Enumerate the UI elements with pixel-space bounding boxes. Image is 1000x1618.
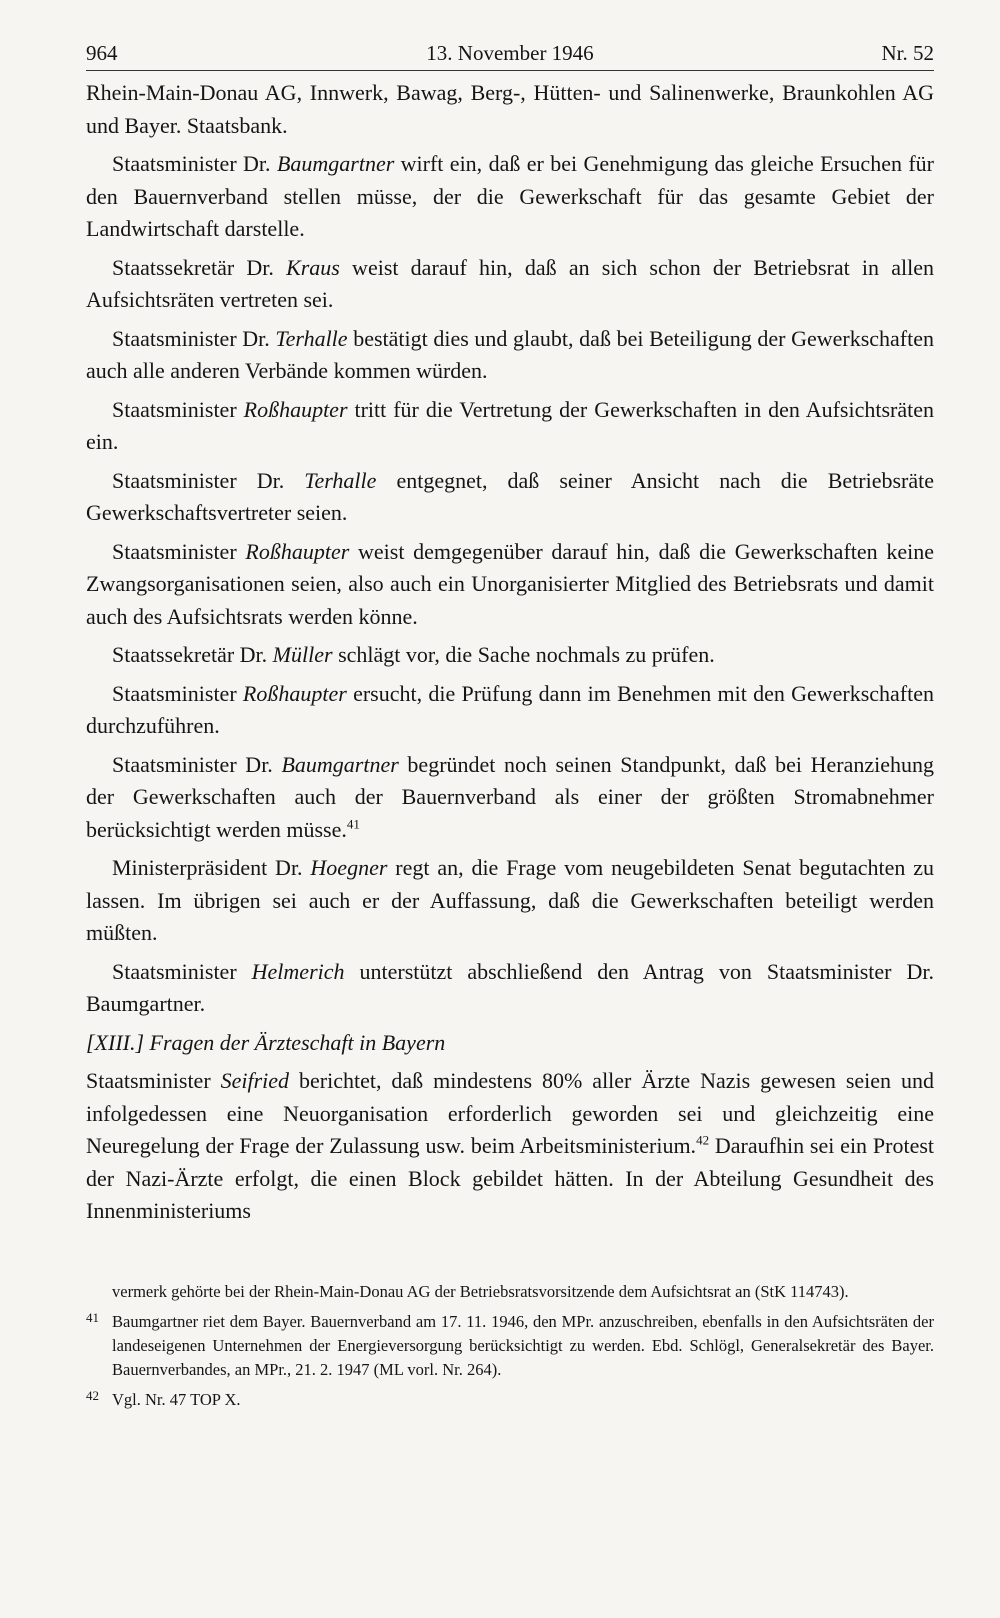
speaker-name: Helmerich [251,958,345,984]
paragraph-8: Staatssekretär Dr. Müller schlägt vor, die Sache nochmals zu prüfen. [112,642,715,667]
footnote-ref-42[interactable]: 42 [696,1132,710,1148]
speaker-name: Roßhaupter [243,396,348,422]
section-title: Fragen der Ärzteschaft in Bayern [149,1029,446,1055]
speaker-name: Baumgartner [281,751,399,777]
footnote-number: 42 [86,1387,99,1403]
footnote-ref-41[interactable]: 41 [346,816,360,832]
paragraph-9: Staatsminister Roßhaupter ersucht, die Prüfung dann im Benehmen mit den Gewerkschaften durchzuführen. [86,680,935,738]
speaker-name: Müller [272,642,333,667]
paragraph-10: Staatsminister Dr. Baumgartner begründet noch seinen Standpunkt, daß bei Heranziehung der Gewerkschaften auch der Bauernverband als einer der größten Stromabnehmer berücksichtigt werden müsse.$^{41}$ [86,751,935,842]
paragraph-1: Rhein-Main-Donau AG, Innwerk, Bawag, Berg-, Hütten- und Salinenwerke, Braunkohlen AG und Bayer. Staatsbank. [86,80,934,138]
paragraph-6: Staatsminister Dr. Terhalle entgegnet, daß seiner Ansicht nach die Betriebsräte Gewerkschaftsvertreter seien. [86,467,934,525]
speaker-name: Kraus [286,254,340,280]
issue-number: Nr. 52 [881,41,934,65]
paragraph-11: Ministerpräsident Dr. Hoegner regt an, die Frage vom neugebildeten Senat begutachten zu lassen. Im übrigen sei auch er der Auffassung, daß die Gewerkschaften beteiligt werden müßten. [86,855,934,945]
footnote-41: 41 Baumgartner riet dem Bayer. Bauernverband am 17. 11. 1946, den MPr. anzuschreiben, ebenfalls in den Aufsichtsräten der landeseigenen Unternehmen der Energieversorgung berücksichtigt zu werden. Ebd. Schlögl, Generalsekretär des Bayer. Bauernverbandes, an MPr., 21. 2. 1947 (ML vorl. Nr. 264). [86,1310,934,1382]
document-page [86,36,934,1418]
section-paragraph: Staatsminister Seifried berichtet, daß mindestens 80% aller Ärzte Nazis gewesen seien und infolgedessen eine Neuorganisation erforderlich geworden sei und gleichzeitig eine Neuregelung der Frage der Zulassung usw. beim Arbeitsministerium.$^{42}$ Daraufhin sei ein Protest der Nazi-Ärzte erfolgt, die einen Block gebildet hätten. In der Abteilung Gesundheit des Innenministeriums [86,1068,935,1223]
paragraph-3: Staatssekretär Dr. Kraus weist darauf hin, daß an sich schon der Betriebsrat in allen Aufsichtsräten vertreten sei. [86,254,934,312]
footnote-42: 42 Vgl. Nr. 47 TOP X. [86,1388,934,1412]
section-number: [XIII.] [86,1029,145,1055]
speaker-name: Roßhaupter [242,680,347,706]
paragraph-2: Staatsminister Dr. Baumgartner wirft ein, daß er bei Genehmigung das gleiche Ersuchen für den Bauernverband stellen müsse, der die Gewerkschaft für das gesamte Gebiet der Landwirtschaft darstelle. [86,151,935,241]
paragraph-12: Staatsminister Helmerich unterstützt abschließend den Antrag von Staatsminister Dr. Baumgartner. [86,958,934,1016]
speaker-name: Terhalle [304,467,377,493]
footnotes [86,1280,934,1412]
paragraph-5: Staatsminister Roßhaupter tritt für die Vertretung der Gewerkschaften in den Aufsichtsräten ein. [86,396,934,454]
speaker-name: Roßhaupter [245,538,350,564]
footnote-number: 41 [86,1309,99,1325]
page-number: 964 [86,41,118,65]
header-date: 13. November 1946 [426,41,594,65]
body-text [86,77,934,1228]
running-head [86,36,934,71]
speaker-name: Seifried [220,1068,290,1093]
paragraph-7: Staatsminister Roßhaupter weist demgegenüber darauf hin, daß die Gewerkschaften keine Zwangsorganisationen seien, also auch ein Unorganisierter Mitglied des Betriebsrats und damit auch des Aufsichtsrats werden könne. [86,538,935,629]
paragraph-4: Staatsminister Dr. Terhalle bestätigt dies und glaubt, daß bei Beteiligung der Gewerkschaften auch alle anderen Verbände kommen würden. [86,325,935,383]
footnote-continuation: vermerk gehörte bei der Rhein-Main-Donau AG der Betriebsratsvorsitzende dem Aufsichtsrat an (StK 114743). [112,1281,849,1301]
section-heading [86,1027,934,1060]
speaker-name: Hoegner [310,855,388,880]
speaker-name: Terhalle [275,325,348,351]
speaker-name: Baumgartner [276,151,395,176]
